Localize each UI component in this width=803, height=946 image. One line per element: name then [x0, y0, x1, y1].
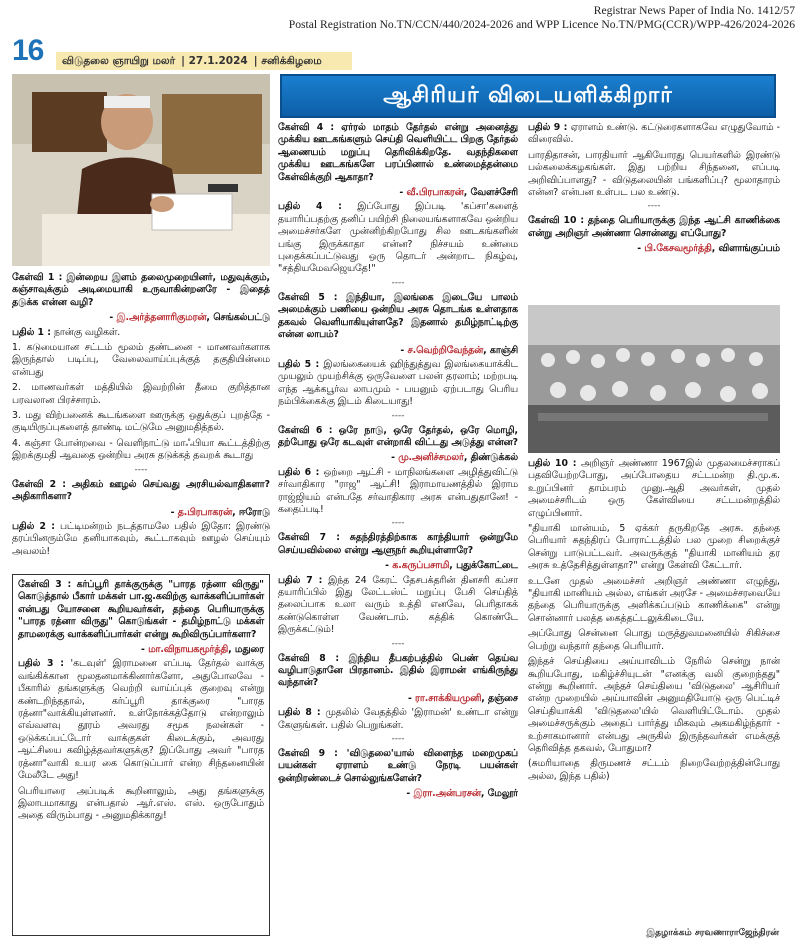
separator: ----: [647, 201, 661, 212]
answer-10-para-3: உடனே முதல் அமைச்சர் அறிஞர் அண்ணா எழுந்து, "தியாகி மானியம் அல்ல, எங்கள் அரசே - அமைச்சரவையே தந்தை பெரியாருக்கு அளிக்கப்படும் காணிக்கை" என்று சொன்னார் பலத்த கைத்தட்டலுக்கிடையே.: [528, 575, 780, 624]
answer-3-label: பதில் 3 :: [18, 658, 65, 670]
answer-7-text: இந்த 24 கேரட் தேசபக்தரின் தினசரி கப்சா தயாரிப்பில் இது லேட்டஸ்ட் மறுப்பு பேசி செய்தித் தலைப்பாக உலா வரும் உத்தி எனவே, பெரிதாகக் கண்டுகொள்ள வேண்டாம். கத்திக் கொண்டே இருக்கட்டும்!: [278, 574, 518, 636]
issue-date: 27.1.2024: [188, 55, 248, 67]
question-2-author: த.பிரபாகரன்: [177, 506, 233, 518]
answer-1-point-1: 1. கடுமையான சட்டம் மூலம் தண்டனை - மாணவர்களாக இருந்தால் படிப்பு, வேலைவாய்ப்புக்குத் தகுதியின்மை என்பது: [12, 342, 270, 378]
answer-6-label: பதில் 6 :: [278, 466, 320, 478]
answer-9-text: ஏராளம் உண்டு. கட்டுரைகளாகவே எழுதுவோம் - விரைவில்.: [528, 122, 780, 146]
registration-line-2: Postal Registration No.TN/CCN/440/2024-2026 and WPP Licence No.TN/PMG(CCR)/WPP-426/2024-2026: [288, 18, 795, 31]
question-2-label: கேள்வி 2 :: [12, 478, 66, 490]
question-1-author: இ.அர்த்தனாரிகுமரன்: [116, 312, 207, 324]
answer-1-point-2: 2. மாணவர்கள் மத்தியில் இவற்றின் தீமை குறித்தான பரவலான பிரச்சாரம்.: [12, 382, 270, 406]
registration-info: [289, 4, 795, 32]
question-7-text: சுதந்திரத்திற்காக காந்தியார் ஒன்றுமே செய்யவில்லை என்று ஆளுநர் கூறியுள்ளாரே?: [278, 532, 518, 556]
answer-1-point-3: 3. மது விற்பனைக் கூடங்களை ஊருக்கு ஒதுக்குப் புறத்தே - குடியிருப்புகளைத் தாண்டி மட்டுமே அனுமதித்தல்.: [12, 410, 270, 434]
question-7-label: கேள்வி 7 :: [278, 532, 340, 544]
question-9-label: கேள்வி 9 :: [278, 748, 338, 760]
question-9-place: , மேலூர்: [480, 788, 518, 800]
question-2-place: , ஈரோடு: [232, 506, 270, 518]
column-2: கேள்வி 4 : ஏர்ரல் மாதம் தேர்தல் என்று அனைத்து முக்கிய ஊடகங்களும் செய்தி வெளியிட்ட பிறகு தேர்தல் ஆணையம் மறுப்பு தெரிவிக்கிறதே. வதந்திகளை முக்கிய ஊடகங்களே பரப்பினால் உண்மைத்தன்மை கேள்விக்குறி ஆகாதா? - வீ.பிரபாகரன், வேளச்சேரி பதில் 4 : இப்போது இப்படி 'கப்சா'களைத் தயாரிப்பதற்கு தனிப் பயிற்சி நிலையங்களாகவே ஒன்றிய அமைச்சர்களே முன்னிற்கிறபோது சில ஊடகங்களின் பங்கு இருக்காதா என்ன? நிச்சயம் உண்மை புதைக்கப்பட்டுவது ஒரு தொடர் அன்றாட நிகழ்வு, "சத்தியமேவஜெயதே!" ---- கேள்வி 5 : இந்தியா, இலங்கை இடையே பாலம் அமைக்கும் பணியை ஒன்றிய அரசு தொடங்க உள்ளதாக தகவல் வெளியாகியுள்ளதே? இதனால் தமிழ்நாட்டிற்கு என்ன லாபம்? - ச.வெற்றிவேந்தன், காஞ்சி பதில் 5 : இலங்கையைக் ஹிந்துத்துவ இலங்கையாக்கிட முயலும் முயற்சிக்கு ஒருவேளை பலன் தரலாம்; மற்றபடி எந்த ஆக்கபூர்வ லாபமும் - பயனும் ஏற்படாது பெரிய நம்பிக்கைக்கு இடம் கிடையாது! ---- கேள்வி 6 : ஒரே நாடு, ஒரே தேர்தல், ஒரே மொழி, தற்போது ஒரே கடவுள் என்றாகி விட்டது அடுத்து என்ன? - மு.அனிச்சமலர், திண்டுக்கல் பதில் 6 : ஒற்றை ஆட்சி - மாநிலங்களை அழித்துவிட்டு சர்வாதிகார "ராஜ" ஆட்சி! இராமாயணத்தில் இராம ராஜ்ஜியம் என்பதே சர்வாதிகார அரசு என்பதுதானே! - கதைப்படி! ---- கேள்வி 7 : சுதந்திரத்திற்காக காந்தியார் ஒன்றுமே செய்யவில்லை என்று ஆளுநர் கூறியுள்ளாரே? - க.கருப்பசாமி, புதுக்கோட்டை பதில் 7 : இந்த 24 கேரட் தேசபக்தரின் தினசரி கப்சா தயாரிப்பில் இது லேட்டஸ்ட் மறுப்பு பேசி செய்தித் தலைப்பாக உலா வரும் உத்தி எனவே, பெரிதாகக் கண்டுகொள்ள வேண்டாம். கத்திக் கொண்டே இருக்கட்டும்! ---- கேள்வி 8 : இந்திய தீபகற்பத்தில் பெண் தெய்வ வழிபாடுதானே பிரதானம். இதில் இராமன் எங்கிருந்து வந்தான்? - ரா.சாக்கியமுனி, தஞ்சை பதில் 8 : முதலில் வேதத்தில் 'இராமன்' உண்டா என்று கேளுங்கள். பதில் பெறுங்கள். ---- கேள்வி 9 : 'விடுதலை'யால் விளைந்த மறைமுகப் பயன்கள் ஏராளம் உண்டு நேரடி பயன்கள் ஒன்றிரண்டைச் சொல்லுங்களேன்? - இரா.அன்பரசன், மேலூர்: [278, 122, 518, 800]
answer-1-point-4: 4. கஞ்சா போன்றவை - வெளிநாட்டு மாஃபியா கூட்டத்திற்கு இறக்குமதி ஆவதை ஒன்றிய அரசு தடுக்கத் தவறக் கூடாது: [12, 437, 270, 462]
question-8-place: , தஞ்சை: [481, 692, 518, 704]
issue-day: சனிக்கிழமை: [261, 55, 322, 67]
question-8-text: இந்திய தீபகற்பத்தில் பெண் தெய்வ வழிபாடுதானே பிரதானம். இதில் இராமன் எங்கிருந்து வந்தான்?: [278, 652, 518, 689]
answer-3-text-2: பெரியாரை அப்படிக் கூறினாலும், அது தங்களுக்கு இலாபமாகாது என்பதால் ஆர்.எஸ். எஸ். ஒருபோதும் அதை விரும்பாது - அனுமதிக்காது!: [18, 785, 264, 822]
question-6-place: , திண்டுக்கல்: [463, 452, 518, 464]
question-5-place: , காஞ்சி: [483, 344, 518, 356]
question-1-text: இன்றைய இளம் தலைமுறையினர், மதுவுக்கும், கஞ்சாவுக்கும் அடிமையாகி உருவாகின்றனரே - இதைத் தடுக்க என்ன வழி?: [12, 272, 270, 308]
answer-4-label: பதில் 4 :: [278, 201, 342, 213]
date-bar: விடுதலை ஞாயிறு மலர் | 27.1.2024 | சனிக்கிழமை: [56, 52, 352, 70]
answer-10-text: அறிஞர் அண்ணா 1967இல் முதலமைச்சராகப் பதவியேற்றபோது, அப்போதைய சட்டமன்ற தி.மு.க. உறுப்பினர் தாம்பரம் முனு.ஆதி அவர்கள், முதல் அமைச்சரிடம் ஒரு கேள்வியை சட்டமன்றத்தில் எழுப்பினார்.: [528, 458, 780, 519]
separator: ----: [391, 277, 405, 288]
answer-3-text: 'கடவுள்' இராமனை எப்படி தேர்தல் வாக்கு வங்கிக்கான மூலதனமாக்கினார்களோ, அதுபோலவே - பீகாரில் தங்களுக்கு வெற்றி வாய்ப்புக் குறைவு என்று கண்டறிந்ததால், கர்ப்பூரி தாக்குரை "பாரத ரத்னா"வாக்கியுள்ளனர். உள்நோக்கத்தோடு என்றாலும் எவ்வளவு தூரம் அவரது சமூக நலன்கள் - ஒடுக்கப்பட்டோர் வாக்குகள் கிடைக்கும், அவரது ஆட்சியை கவிழ்த்தவர்களுக்கு? இப்போது அவர் "பாரத ரத்னா"வாகி உயர கை கொடுப்பார் என்ற சிந்தனையின் மேலீடே அது!: [18, 658, 264, 782]
answer-10-label: பதில் 10 :: [528, 458, 577, 469]
page-number: 16: [12, 34, 44, 67]
separator: ----: [391, 638, 405, 649]
question-6-text: ஒரே நாடு, ஒரே தேர்தல், ஒரே மொழி, தற்போது ஒரே கடவுள் என்றாகி விட்டது அடுத்து என்ன?: [278, 424, 518, 448]
question-9-author: இரா.அன்பரசன்: [413, 788, 481, 800]
question-3-author: மா.விநாயகமூர்த்தி: [148, 644, 229, 656]
separator: ----: [391, 518, 405, 529]
answer-5-text: இலங்கையைக் ஹிந்துத்துவ இலங்கையாக்கிட முயலும் முயற்சிக்கு ஒருவேளை பலன் தரலாம்; மற்றபடி எந்த ஆக்கபூர்வ லாபமும் - பயனும் ஏற்படாது பெரிய நம்பிக்கைக்கு இடம் கிடையாது!: [278, 358, 518, 408]
answer-8-label: பதில் 8 :: [278, 707, 321, 719]
answer-1-label: பதில் 1 :: [12, 326, 51, 338]
answer-1-intro: நான்கு வழிகள்.: [53, 326, 121, 338]
question-5-author: ச.வெற்றிவேந்தன்: [407, 344, 484, 356]
answer-6-text: ஒற்றை ஆட்சி - மாநிலங்களை அழித்துவிட்டு சர்வாதிகார "ராஜ" ஆட்சி! இராமாயணத்தில் இராம ராஜ்ஜியம் என்பதே சர்வாதிகார அரசு என்பதுதானே! - கதைப்படி!: [278, 466, 518, 515]
question-5-text: இந்தியா, இலங்கை இடையே பாலம் அமைக்கும் பணியை ஒன்றிய அரசு தொடங்க உள்ளதாக தகவல் வெளியாகியுள்ளதே? இதனால் தமிழ்நாட்டிற்கு என்ன லாபம்?: [278, 291, 518, 341]
question-7-place: , புதுக்கோட்டை: [449, 560, 518, 572]
answer-2-text: பட்டிமன்றம் நடத்தாமலே பதில் இதோ: இரண்டு தரப்பினரும்மே தனியாகவும், கூட்டாகவும் ஊழல் செய்யும் அவலம்!: [12, 520, 270, 557]
paper-name: விடுதலை ஞாயிறு மலர்: [62, 55, 176, 67]
answer-8-text: முதலில் வேதத்தில் 'இராமன்' உண்டா என்று கேளுங்கள். பதில் பெறுங்கள்.: [278, 707, 518, 731]
question-1-place: , செங்கல்பட்டு: [206, 312, 270, 324]
question-8-label: கேள்வி 8 :: [278, 652, 340, 664]
question-6-label: கேள்வி 6 :: [278, 424, 333, 436]
question-9-text: 'விடுதலை'யால் விளைந்த மறைமுகப் பயன்கள் ஏராளம் உண்டு நேரடி பயன்கள் ஒன்றிரண்டைச் சொல்லுங்களேன்?: [278, 748, 518, 784]
question-10-label: கேள்வி 10 :: [528, 215, 585, 227]
answer-10-para-6: (சுமரியாதை திருமணச் சட்டம் நிறைவேற்றத்தின்போது அல்ல, இந்த பதில்): [528, 758, 780, 782]
question-4-author: வீ.பிரபாகரன்: [406, 187, 464, 199]
question-2-text: அதிகம் ஊழல் செய்வது அரசியல்வாதிகளா? அதிகாரிகளா?: [12, 478, 270, 503]
answer-10-para-5: இந்தச் செய்தியை அய்யாவிடம் நேரில் சென்று நான் கூறியபோது, மகிழ்ச்சியுடன் "எனக்கு வலி குறைந்தது" என்று கூறினார். அந்தச் செய்தியை 'விடுதலை' ஆசிரியர் என்ற முறையில் அய்யாவின் அனுமதியோடு ஒரு பெட்டிச் செய்தியாக்கி 'விடுதலை'யில் வெளியிட்டோம். முதல் அமைச்சருக்கும் அதைப் பார்த்து மிகவும் அகமகிழ்ந்தார் - உற்சாகமானார் என்பது அருகில் இருந்தவர்கள் எமக்குத் தெரிவித்த தகவல், போதுமா?: [528, 656, 780, 754]
question-5-label: கேள்வி 5 :: [278, 291, 338, 303]
question-6-author: மு.அனிச்சமலர்: [398, 452, 464, 464]
assembly-photo-image: [528, 305, 780, 453]
answer-10-para-2: "தியாகி மான்யம், 5 ஏக்கர் தருகிறதே அரசு. தந்தை பெரியார் சுதந்திரப் போராட்டத்தில் பல முறை சிறைக்குச் சென்று பாடுபட்டவர். அவருக்குத் "தியாகி மானியம் தர அரசு உத்தேசித்துள்ளதா?" என்று கேள்வி கேட்டார்.: [528, 523, 780, 572]
answer-4-text: இப்போது இப்படி 'கப்சா'களைத் தயாரிப்பதற்கு தனிப் பயிற்சி நிலையங்களாகவே ஒன்றிய அமைச்சர்களே முன்னிற்கிறபோது சில ஊடகங்களின் பங்கு இருக்காதா என்ன? நிச்சயம் உண்மை புதைக்கப்பட்டுவது ஒரு தொடர் அன்றாட நிகழ்வு, "சத்தியமேவஜெயதே!": [278, 201, 518, 275]
question-8-author: ரா.சாக்கியமுனி: [415, 692, 482, 704]
separator: ----: [391, 410, 405, 421]
answer-2-label: பதில் 2 :: [12, 520, 55, 532]
column-3-bottom: [528, 458, 780, 924]
question-4-text: ஏர்ரல் மாதம் தேர்தல் என்று அனைத்து முக்கிய ஊடகங்களும் செய்தி வெளியிட்ட பிறகு தேர்தல் ஆணையம் மறுப்பு தெரிவிக்கிறதே. வதந்திகளை முக்கிய ஊடகங்களே பரப்பினால் உண்மைத்தன்மை கேள்விக்குறி ஆகாதா?: [278, 122, 518, 183]
separator: ----: [391, 734, 405, 745]
column-1: கேள்வி 1 : இன்றைய இளம் தலைமுறையினர், மதுவுக்கும், கஞ்சாவுக்கும் அடிமையாகி உருவாகின்றனரே - இதைத் தடுக்க என்ன வழி? - இ.அர்த்தனாரிகுமரன், செங்கல்பட்டு பதில் 1 : நான்கு வழிகள். 1. கடுமையான சட்டம் மூலம் தண்டனை - மாணவர்களாக இருந்தால் படிப்பு, வேலைவாய்ப்புக்குத் தகுதியின்மை என்பது 2. மாணவர்கள் மத்தியில் இவற்றின் தீமை குறித்தான பரவலான பிரச்சாரம். 3. மது விற்பனைக் கூடங்களை ஊருக்கு ஒதுக்குப் புறத்தே - குடியிருப்புகளைத் தாண்டி மட்டுமே அனுமதித்தல். 4. கஞ்சா போன்றவை - வெளிநாட்டு மாஃபியா கூட்டத்திற்கு இறக்குமதி ஆவதை ஒன்றிய அரசு தடுக்கத் தவறக் கூடாது ---- கேள்வி 2 : அதிகம் ஊழல் செய்வது அரசியல்வாதிகளா? அதிகாரிகளா? - த.பிரபாகரன், ஈரோடு பதில் 2 : பட்டிமன்றம் நடத்தாமலே பதில் இதோ: இரண்டு தரப்பினரும்மே தனியாகவும், கூட்டாகவும் ஊழல் செய்யும் அவலம்!: [12, 272, 270, 557]
answer-5-label: பதில் 5 :: [278, 358, 320, 370]
author-photo-image: [12, 74, 270, 266]
question-3-box: கேள்வி 3 : கர்ப்பூரி தாக்குருக்கு "பாரத ரத்னா விருது" கொடுத்தால் பீகார் மக்கள் பா.ஜ.கவிற்கு வாக்களிப்பார்கள் என்பது யோசனை கூறியவர்கள், தந்தை பெரியாருக்கு "பாரத ரத்னா விருது" கொடுங்கள் - தமிழ்நாட்டு மக்கள் தாமரைக்கு வாக்களிப்பார்கள் என்று கூறிவிருப்பார்களா? - மா.விநாயகமூர்த்தி, மதுரை பதில் 3 : 'கடவுள்' இராமனை எப்படி தேர்தல் வாக்கு வங்கிக்கான மூலதனமாக்கினார்களோ, அதுபோலவே - பீகாரில் தங்களுக்கு வெற்றி வாய்ப்புக் குறைவு என்று கண்டறிந்ததால், கர்ப்பூரி தாக்குரை "பாரத ரத்னா"வாக்கியுள்ளனர். உள்நோக்கத்தோடு என்றாலும் எவ்வளவு தூரம் அவரது சமூக நலன்கள் - ஒடுக்கப்பட்டோர் வாக்குகள் கிடைக்கும், அவரது ஆட்சியை கவிழ்த்தவர்களுக்கு? இப்போது அவர் "பாரத ரத்னா"வாகி உயர கை கொடுப்பார் என்ற சிந்தனையின் மேலீடே அது! பெரியாரை அப்படிக் கூறினாலும், அது தங்களுக்கு இலாபமாகாது என்பதால் ஆர்.எஸ். எஸ். ஒருபோதும் அதை விரும்பாது - அனுமதிக்காது!: [12, 574, 270, 936]
question-7-author: க.கருப்பசாமி: [392, 560, 450, 572]
question-4-place: , வேளச்சேரி: [463, 187, 518, 199]
question-1-label: கேள்வி 1 :: [12, 272, 63, 283]
answer-9-label: பதில் 9 :: [528, 122, 568, 133]
question-3-place: , மதுரை: [228, 644, 264, 656]
separator: ----: [134, 464, 148, 475]
assembly-photo: [528, 305, 780, 453]
author-photo: [12, 74, 270, 266]
question-10-author: பி.கேசவமூர்த்தி: [644, 243, 712, 255]
answer-9-text-2: பாரதிதாசன், பாரதியார் ஆகியோரது பெயர்களில் இரண்டு பல்கலைக்கழகங்கள். இது பற்றிய சிந்தனை, எப்படி அறிவிப்பாளது? - விடுதலையின் பங்களிப்பு? மூலாதாரம் என்ன? என்பன உள்பட பல உண்டு.: [528, 149, 780, 199]
layout-credit: இதழாக்கம் சரவணாராஜேந்திரன்: [646, 928, 779, 938]
answer-7-label: பதில் 7 :: [278, 574, 323, 586]
question-3-text: கர்ப்பூரி தாக்குருக்கு "பாரத ரத்னா விருது" கொடுத்தால் பீகார் மக்கள் பா.ஜ.கவிற்கு வாக்களிப்பார்கள் என்பது யோசனை கூறியவர்கள், தந்தை பெரியாருக்கு "பாரத ரத்னா விருது" கொடுங்கள் - தமிழ்நாட்டு மக்கள் தாமரைக்கு வாக்களிப்பார்கள் என்று கூறிவிருப்பார்களா?: [18, 579, 264, 640]
question-10-text: தந்தை பெரியாருக்கு இந்த ஆட்சி காணிக்கை என்று அறிஞர் அண்ணா சொன்னது எப்போது?: [528, 215, 780, 239]
section-title-banner: ஆசிரியர் விடையளிக்கிறார்: [280, 74, 776, 118]
column-3-top: பதில் 9 : ஏராளம் உண்டு. கட்டுரைகளாகவே எழுதுவோம் - விரைவில். பாரதிதாசன், பாரதியார் ஆகியோரது பெயர்களில் இரண்டு பல்கலைக்கழகங்கள். இது பற்றிய சிந்தனை, எப்படி அறிவிப்பாளது? - விடுதலையின் பங்களிப்பு? மூலாதாரம் என்ன? என்பன உள்பட பல உண்டு. ---- கேள்வி 10 : தந்தை பெரியாருக்கு இந்த ஆட்சி காணிக்கை என்று அறிஞர் அண்ணா சொன்னது எப்போது? - பி.கேசவமூர்த்தி, விளாங்குப்பம்: [528, 122, 780, 255]
question-4-label: கேள்வி 4 :: [278, 122, 335, 133]
registration-line-1: Registrar News Paper of India No. 1412/57: [593, 4, 795, 17]
question-10-place: , விளாங்குப்பம்: [711, 243, 780, 255]
answer-10-para-4: அப்போது சென்னை பொது மருத்துவமனையில் சிகிச்சை பெற்று வந்தார் தந்தை பெரியார்.: [528, 628, 780, 652]
question-3-label: கேள்வி 3 :: [18, 579, 72, 590]
